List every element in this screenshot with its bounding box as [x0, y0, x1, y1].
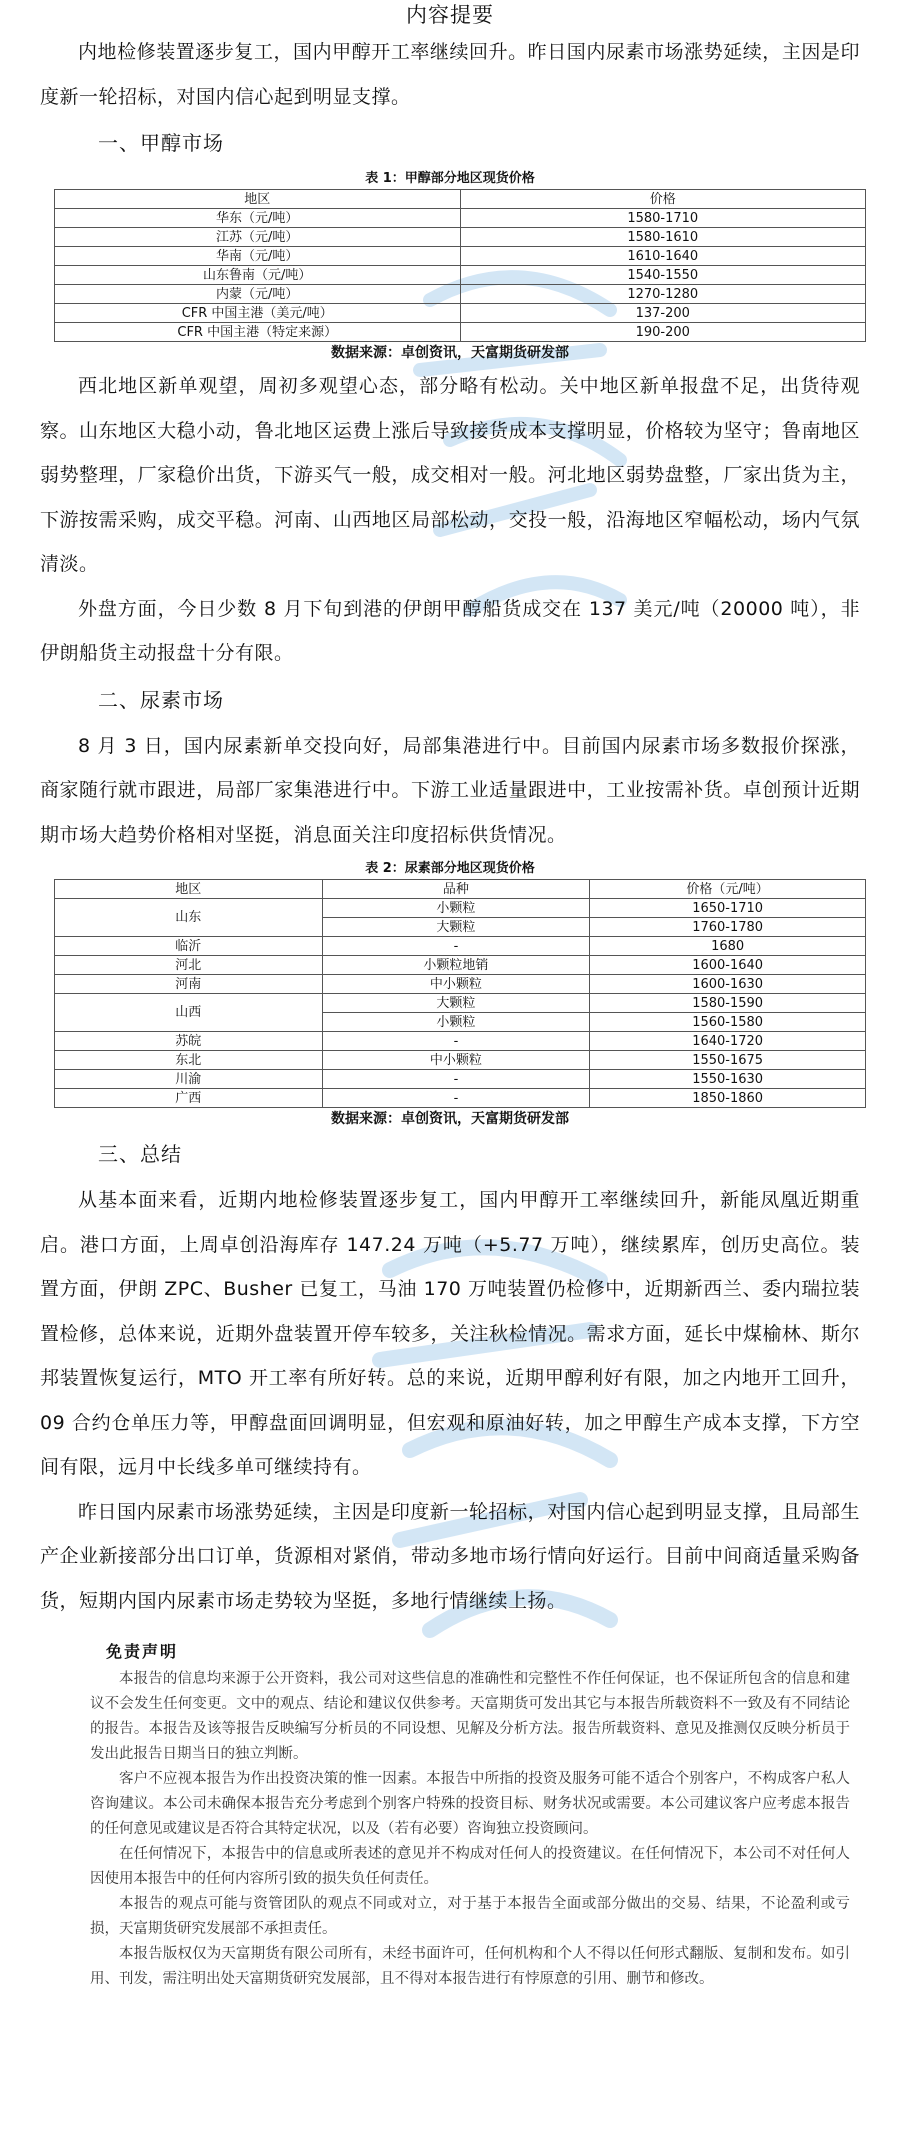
table-cell: 1650-1710: [590, 899, 866, 918]
table-row: [55, 1089, 866, 1108]
disclaimer-title: 免责声明: [106, 1642, 179, 1661]
table-row: [55, 304, 866, 323]
disclaimer-paragraph: 在任何情况下，本报告中的信息或所表述的意见并不构成对任何人的投资建议。在任何情况下，本公司不对任何人因使用本报告中的任何内容所引致的损失负任何责任。: [90, 1846, 850, 1887]
report-page: [40, 0, 860, 1992]
table-cell: CFR 中国主港（美元/吨）: [55, 304, 461, 323]
section-heading-summary: 三、总结: [98, 1142, 182, 1166]
table-row: [55, 228, 866, 247]
table-cell: 大颗粒: [322, 994, 590, 1013]
table-cell: 1540-1550: [460, 266, 866, 285]
table-cell: 1600-1640: [590, 956, 866, 975]
table-cell: -: [322, 1089, 590, 1108]
table-cell: 1850-1860: [590, 1089, 866, 1108]
table-cell: 中小颗粒: [322, 1051, 590, 1070]
table-row: [55, 1051, 866, 1070]
table-row: [55, 285, 866, 304]
disclaimer-paragraph: 客户不应视本报告为作出投资决策的惟一因素。本报告中所指的投资及服务可能不适合个别客户，不构成客户私人咨询建议。本公司未确保本报告充分考虑到个别客户特殊的投资目标、财务状况或需要。本公司建议客户应考虑本报告的任何意见或建议是否符合其特定状况，以及（若有必要）咨询独立投资顾问。: [90, 1771, 850, 1837]
table-row: [55, 975, 866, 994]
table-cell: 大颗粒: [322, 918, 590, 937]
table-header-cell: 地区: [55, 880, 323, 899]
table-cell: -: [322, 937, 590, 956]
data-source-note: 数据来源：卓创资讯，天富期货研发部: [331, 345, 569, 361]
table-row: [55, 323, 866, 342]
page-title: 内容提要: [406, 3, 494, 27]
intro-paragraph: 内地检修装置逐步复工，国内甲醇开工率继续回升。昨日国内尿素市场涨势延续，主因是印度新一轮招标，对国内信心起到明显支撑。: [40, 41, 860, 108]
body-paragraph: 8 月 3 日，国内尿素新单交投向好，局部集港进行中。目前国内尿素市场多数报价探涨，商家随行就市跟进，局部厂家集港进行中。下游工业适量跟进中，工业按需补货。卓创预计近期期市场大趋势价格相对坚挺，消息面关注印度招标供货情况。: [40, 734, 860, 846]
table-cell: 1680: [590, 937, 866, 956]
table-row: [55, 994, 866, 1013]
table-cell: 中小颗粒: [322, 975, 590, 994]
table-row: [55, 247, 866, 266]
table-row: [55, 1032, 866, 1051]
table-row: [55, 937, 866, 956]
table-cell: 华东（元/吨）: [55, 209, 461, 228]
table-cell: 小颗粒: [322, 1013, 590, 1032]
table-cell: 山东鲁南（元/吨）: [55, 266, 461, 285]
body-paragraph: 外盘方面，今日少数 8 月下旬到港的伊朗甲醇船货成交在 137 美元/吨（20000 吨），非伊朗船货主动报盘十分有限。: [40, 597, 860, 664]
table-cell: 山东: [55, 899, 323, 937]
table-cell: 山西: [55, 994, 323, 1032]
table-row: [55, 1070, 866, 1089]
urea-price-table: [54, 879, 866, 1108]
data-source-note: 数据来源：卓创资讯，天富期货研发部: [331, 1111, 569, 1127]
table-cell: 广西: [55, 1089, 323, 1108]
table-cell: 苏皖: [55, 1032, 323, 1051]
table-cell: 1580-1610: [460, 228, 866, 247]
table-cell: 小颗粒地销: [322, 956, 590, 975]
table-cell: 川渝: [55, 1070, 323, 1089]
table-header-cell: 价格: [460, 190, 866, 209]
body-paragraph: 从基本面来看，近期内地检修装置逐步复工，国内甲醇开工率继续回升，新能凤凰近期重启。港口方面，上周卓创沿海库存 147.24 万吨（+5.77 万吨），继续累库，创历史高位。装置方面，伊朗 ZPC、Busher 已复工，马油 170 万吨装置仍检修中，近期新西兰、委内瑞拉装置检修，总体来说，近期外盘装置开停车较多，关注秋检情况。需求方面，延长中煤榆林、斯尔邦装置恢复运行，MTO 开工率有所好转。总的来说，近期甲醇利好有限，加之内地开工回升，09 合约仓单压力等，甲醇盘面回调明显，但宏观和原油好转，加之甲醇生产成本支撑，下方空间有限，远月中长线多单可继续持有。: [40, 1189, 860, 1478]
table-cell: 临沂: [55, 937, 323, 956]
section-heading-urea: 二、尿素市场: [98, 687, 224, 712]
disclaimer-paragraph: 本报告的观点可能与资管团队的观点不同或对立，对于基于本报告全面或部分做出的交易、结果，不论盈利或亏损，天富期货研究发展部不承担责任。: [90, 1896, 850, 1937]
table-cell: 1640-1720: [590, 1032, 866, 1051]
table-row: [55, 209, 866, 228]
table-cell: -: [322, 1070, 590, 1089]
table-cell: 1550-1630: [590, 1070, 866, 1089]
disclaimer-paragraph: 本报告的信息均来源于公开资料，我公司对这些信息的准确性和完整性不作任何保证，也不保证所包含的信息和建议不会发生任何变更。文中的观点、结论和建议仅供参考。天富期货可发出其它与本报告所载资料不一致及有不同结论的报告。本报告及该等报告反映编写分析员的不同设想、见解及分析方法。报告所载资料、意见及推测仅反映分析员于发出此报告日期当日的独立判断。: [90, 1671, 850, 1762]
table-cell: 1600-1630: [590, 975, 866, 994]
table-cell: 河南: [55, 975, 323, 994]
table-header-row: [55, 190, 866, 209]
table-cell: 1560-1580: [590, 1013, 866, 1032]
table-cell: 东北: [55, 1051, 323, 1070]
table-cell: 1580-1710: [460, 209, 866, 228]
table-header-row: [55, 880, 866, 899]
body-paragraph: 西北地区新单观望，周初多观望心态，部分略有松动。关中地区新单报盘不足，出货待观察。山东地区大稳小动，鲁北地区运费上涨后导致接货成本支撑明显，价格较为坚守；鲁南地区弱势整理，厂家稳价出货，下游买气一般，成交相对一般。河北地区弱势盘整，厂家出货为主，下游按需采购，成交平稳。河南、山西地区局部松动，交投一般，沿海地区窄幅松动，场内气氛清淡。: [40, 375, 860, 575]
table-cell: CFR 中国主港（特定来源）: [55, 323, 461, 342]
table-cell: 1610-1640: [460, 247, 866, 266]
table-cell: 内蒙（元/吨）: [55, 285, 461, 304]
table-header-cell: 价格（元/吨）: [590, 880, 866, 899]
table-caption: 表 1：甲醇部分地区现货价格: [365, 171, 535, 186]
section-heading-methanol: 一、甲醇市场: [98, 131, 224, 155]
table-header-cell: 地区: [55, 190, 461, 209]
table-cell: 1550-1675: [590, 1051, 866, 1070]
table-cell: -: [322, 1032, 590, 1051]
table-row: [55, 266, 866, 285]
table-cell: 小颗粒: [322, 899, 590, 918]
table-cell: 137-200: [460, 304, 866, 323]
body-paragraph: 昨日国内尿素市场涨势延续，主因是印度新一轮招标，对国内信心起到明显支撑，且局部生产企业新接部分出口订单，货源相对紧俏，带动多地市场行情向好运行。目前中间商适量采购备货，短期内国内尿素市场走势较为坚挺，多地行情继续上扬。: [40, 1500, 860, 1612]
table-cell: 1270-1280: [460, 285, 866, 304]
table-cell: 华南（元/吨）: [55, 247, 461, 266]
disclaimer: [40, 1637, 860, 1992]
table-cell: 江苏（元/吨）: [55, 228, 461, 247]
table-header-cell: 品种: [322, 880, 590, 899]
table-cell: 河北: [55, 956, 323, 975]
table-row: [55, 899, 866, 918]
table-row: [55, 956, 866, 975]
table-caption: 表 2：尿素部分地区现货价格: [365, 861, 535, 876]
table-cell: 1760-1780: [590, 918, 866, 937]
disclaimer-paragraph: 本报告版权仅为天富期货有限公司所有，未经书面许可，任何机构和个人不得以任何形式翻版、复制和发布。如引用、刊发，需注明出处天富期货研究发展部，且不得对本报告进行有悖原意的引用、删节和修改。: [90, 1946, 850, 1987]
table-cell: 190-200: [460, 323, 866, 342]
table-cell: 1580-1590: [590, 994, 866, 1013]
methanol-price-table: [54, 189, 866, 342]
